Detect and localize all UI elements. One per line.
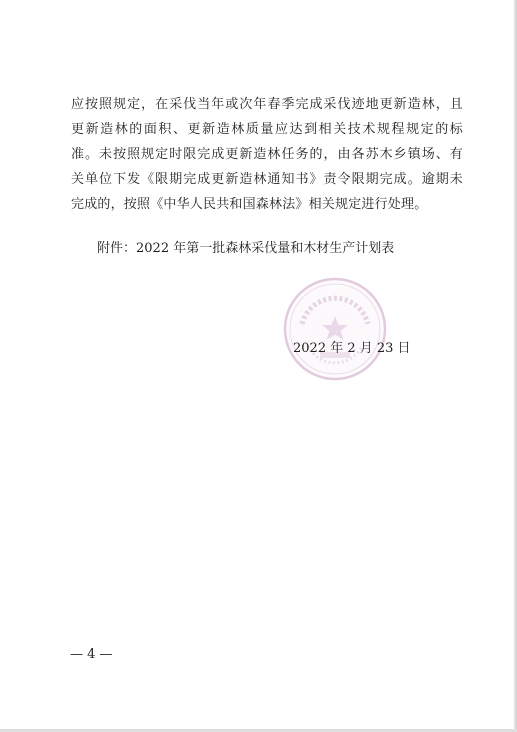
official-seal-stamp (282, 276, 388, 382)
attachment-note: 附件：2022 年第一批森林采伐量和木材生产计划表 (97, 241, 395, 256)
paragraph-line: 更新造林的面积、更新造林质量应达到相关技术规程规定的标 (71, 122, 463, 137)
paragraph-line: 应按照规定，在采伐当年或次年春季完成采伐迹地更新造林，且 (71, 97, 463, 112)
body-paragraph (71, 92, 463, 217)
paragraph-line: 关单位下发《限期完成更新造林通知书》责令限期完成。逾期未 (71, 172, 463, 187)
page-number: — 4 — (70, 647, 113, 662)
paragraph-line: 准。未按照规定时限完成更新造林任务的，由各苏木乡镇场、有 (71, 147, 463, 162)
paragraph-line: 完成的，按照《中华人民共和国森林法》相关规定进行处理。 (71, 197, 428, 212)
issue-date: 2022 年 2 月 23 日 (293, 341, 411, 356)
